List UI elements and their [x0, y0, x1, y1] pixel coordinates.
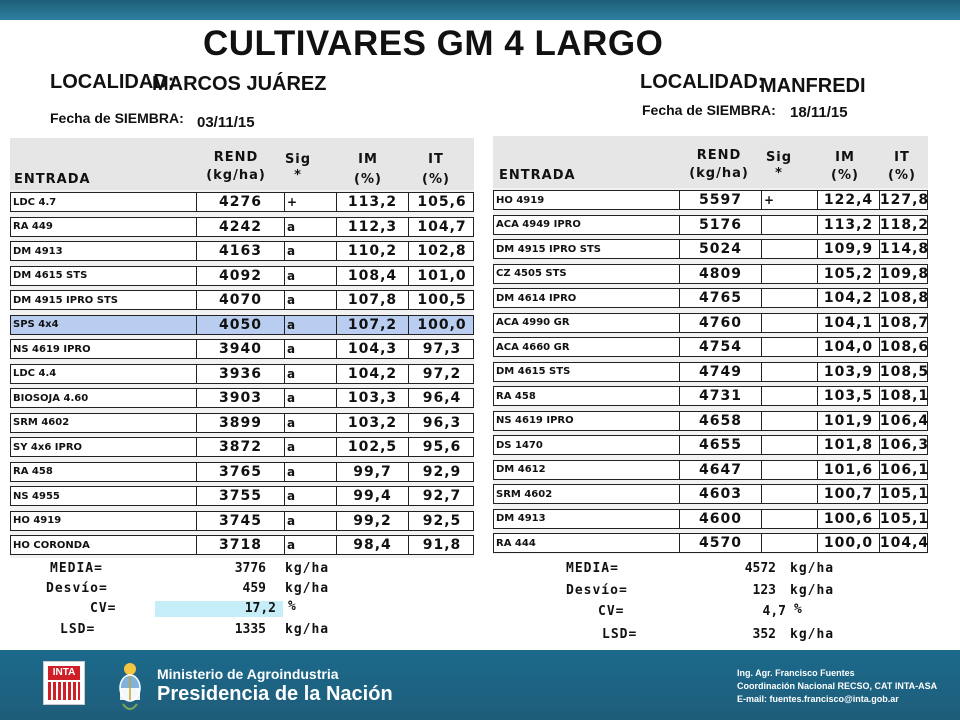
sig-cell: a [285, 512, 337, 530]
entrada-cell: NS 4619 IPRO [494, 412, 680, 430]
inta-logo [43, 661, 85, 705]
it-cell: 114,8 [880, 241, 929, 257]
sig-cell: a [285, 242, 337, 260]
left-fecha-value: 03/11/15 [197, 114, 255, 131]
entrada-cell: SPS 4x4 [11, 316, 197, 334]
header-it: IT [894, 150, 910, 165]
it-cell: 92,7 [422, 488, 462, 504]
it-cell: 118,2 [880, 216, 929, 233]
right-cv-label: CV= [598, 604, 625, 619]
sig-cell [762, 265, 818, 283]
rend-cell: 3765 [197, 463, 285, 481]
rend-cell: 5024 [680, 240, 762, 258]
sig-cell: a [285, 438, 337, 456]
rend-cell: 3718 [197, 536, 285, 554]
right-cv-unit: % [794, 602, 803, 617]
it-cell: 108,8 [880, 290, 929, 306]
sig-cell [762, 461, 818, 479]
rend-cell: 3755 [197, 487, 285, 505]
im-cell: 105,2 [818, 265, 880, 283]
rend-cell: 4749 [680, 363, 762, 381]
im-cell: 104,3 [337, 340, 409, 358]
sig-cell: a [285, 316, 337, 334]
it-cell: 106,4 [880, 412, 929, 429]
im-cell: 100,0 [818, 534, 880, 552]
page-title: CULTIVARES GM 4 LARGO [203, 24, 664, 63]
credit-email: E-mail: fuentes.francisco@inta.gob.ar [737, 694, 899, 704]
it-cell: 106,3 [880, 437, 929, 453]
im-cell: 99,2 [337, 512, 409, 530]
it-cell: 105,1 [880, 510, 929, 527]
rend-cell: 4647 [680, 461, 762, 479]
it-cell: 97,3 [422, 341, 462, 357]
table-row [493, 313, 928, 333]
it-cell: 108,6 [880, 339, 929, 355]
sig-cell: + [285, 193, 337, 211]
right-lsd-label: LSD= [602, 627, 638, 642]
table-row [10, 192, 474, 212]
it-cell: 104,7 [417, 218, 467, 235]
im-cell: 110,2 [337, 242, 409, 260]
ministerio-text: Ministerio de Agroindustria [157, 666, 339, 682]
entrada-cell: HO 4919 [494, 191, 680, 209]
entrada-cell: RA 444 [494, 534, 680, 552]
rend-cell: 4600 [680, 510, 762, 528]
it-cell: 97,2 [422, 365, 462, 382]
entrada-cell: RA 458 [11, 463, 197, 481]
table-row [10, 266, 474, 286]
right-desvio-label: Desvío= [566, 583, 628, 598]
left-localidad-value: MARCOS JUÁREZ [152, 73, 327, 95]
rend-cell: 5597 [680, 191, 762, 209]
entrada-cell: ACA 4660 GR [494, 338, 680, 356]
it-cell: 108,1 [880, 388, 929, 404]
rend-cell: 3903 [197, 389, 285, 407]
im-cell: 113,2 [818, 216, 880, 234]
header-sig-star: * [775, 166, 783, 181]
entrada-cell: LDC 4.4 [11, 365, 197, 383]
it-cell: 92,5 [422, 512, 462, 529]
table-row [493, 239, 928, 259]
sig-cell: a [285, 365, 337, 383]
im-cell: 101,8 [818, 436, 880, 454]
header-rend: REND [213, 150, 259, 165]
table-row [10, 511, 474, 531]
it-cell: 100,0 [417, 316, 467, 333]
im-cell: 104,2 [818, 289, 880, 307]
table-row [493, 435, 928, 455]
im-cell: 122,4 [818, 191, 880, 209]
rend-cell: 4070 [197, 291, 285, 309]
table-row [10, 339, 474, 359]
sig-cell: a [285, 267, 337, 285]
table-row [493, 337, 928, 357]
entrada-cell: RA 449 [11, 218, 197, 236]
sig-cell [762, 436, 818, 454]
rend-cell: 3940 [197, 340, 285, 358]
header-sig: Sig [765, 150, 793, 165]
table-row [493, 484, 928, 504]
sig-cell [762, 534, 818, 552]
it-cell: 108,5 [880, 363, 929, 380]
sig-cell [762, 387, 818, 405]
entrada-cell: SRM 4602 [494, 485, 680, 503]
table-row [493, 362, 928, 382]
rend-cell: 3936 [197, 365, 285, 383]
sig-cell [762, 314, 818, 332]
table-row [493, 215, 928, 235]
left-media-label: MEDIA= [50, 561, 103, 576]
it-cell: 106,1 [880, 461, 929, 478]
right-media-label: MEDIA= [566, 561, 619, 576]
it-cell: 91,8 [422, 537, 462, 553]
right-fecha-value: 18/11/15 [790, 104, 848, 121]
entrada-cell: NS 4619 IPRO [11, 340, 197, 358]
header-it-unit: (%) [422, 172, 450, 187]
left-table-header [10, 138, 474, 190]
left-lsd-value: 1335 [234, 622, 266, 637]
table-row [10, 290, 474, 310]
rend-cell: 4754 [680, 338, 762, 356]
left-results-table [10, 138, 474, 558]
table-row [493, 288, 928, 308]
im-cell: 103,5 [818, 387, 880, 405]
it-cell: 102,8 [417, 243, 467, 259]
table-row [493, 264, 928, 284]
left-lsd-unit: kg/ha [285, 622, 330, 637]
left-media-unit: kg/ha [285, 561, 330, 576]
it-cell: 92,9 [422, 463, 462, 480]
entrada-cell: DM 4913 [494, 510, 680, 528]
it-cell: 96,3 [422, 414, 462, 431]
right-localidad-value: MANFREDI [760, 75, 866, 97]
table-row [10, 217, 474, 237]
left-localidad-label: LOCALIDAD: [50, 71, 175, 93]
it-cell: 109,8 [880, 265, 929, 282]
sig-cell [762, 216, 818, 234]
entrada-cell: BIOSOJA 4.60 [11, 389, 197, 407]
sig-cell: a [285, 218, 337, 236]
header-im: IM [358, 152, 378, 167]
rend-cell: 4731 [680, 387, 762, 405]
im-cell: 100,7 [818, 485, 880, 503]
right-desvio-value: 123 [752, 583, 776, 598]
sig-cell: a [285, 340, 337, 358]
table-row [493, 460, 928, 480]
right-table-header [493, 136, 928, 188]
entrada-cell: ACA 4990 GR [494, 314, 680, 332]
sig-cell [762, 363, 818, 381]
rend-cell: 4276 [197, 193, 285, 211]
entrada-cell: SRM 4602 [11, 414, 197, 432]
sig-cell [762, 338, 818, 356]
entrada-cell: DM 4915 IPRO STS [11, 291, 197, 309]
entrada-cell: DM 4612 [494, 461, 680, 479]
im-cell: 112,3 [337, 218, 409, 236]
credit-name: Ing. Agr. Francisco Fuentes [737, 668, 855, 678]
im-cell: 107,2 [337, 316, 409, 334]
entrada-cell: DS 1470 [494, 436, 680, 454]
sig-cell: + [762, 191, 818, 209]
left-desvio-label: Desvío= [46, 581, 108, 596]
sig-cell: a [285, 463, 337, 481]
table-row [10, 437, 474, 457]
sig-cell: a [285, 414, 337, 432]
header-rend-unit: (kg/ha) [689, 166, 749, 181]
rend-cell: 4570 [680, 534, 762, 552]
entrada-cell: DM 4915 IPRO STS [494, 240, 680, 258]
it-cell: 96,4 [422, 390, 462, 406]
sig-cell: a [285, 536, 337, 554]
it-cell: 108,7 [880, 314, 929, 331]
rend-cell: 4242 [197, 218, 285, 236]
rend-cell: 3745 [197, 512, 285, 530]
table-row [10, 388, 474, 408]
rend-cell: 4603 [680, 485, 762, 503]
entrada-cell: LDC 4.7 [11, 193, 197, 211]
header-sig-star: * [294, 168, 302, 183]
im-cell: 104,2 [337, 365, 409, 383]
table-row [10, 315, 474, 335]
inta-logo-stripes [48, 682, 80, 700]
it-cell: 101,0 [417, 267, 467, 284]
im-cell: 104,1 [818, 314, 880, 332]
rend-cell: 4760 [680, 314, 762, 332]
table-row [493, 386, 928, 406]
sig-cell [762, 412, 818, 430]
im-cell: 103,9 [818, 363, 880, 381]
it-cell: 105,1 [880, 486, 929, 502]
right-desvio-unit: kg/ha [790, 583, 835, 598]
entrada-cell: SY 4x6 IPRO [11, 438, 197, 456]
inta-logo-text: INTA [48, 666, 80, 680]
left-cv-unit: % [288, 599, 297, 614]
left-lsd-label: LSD= [60, 622, 96, 637]
left-media-value: 3776 [234, 561, 266, 576]
header-im-unit: (%) [831, 168, 859, 183]
im-cell: 104,0 [818, 338, 880, 356]
table-row [10, 364, 474, 384]
entrada-cell: DM 4615 STS [11, 267, 197, 285]
im-cell: 113,2 [337, 193, 409, 211]
table-row [493, 509, 928, 529]
rend-cell: 4050 [197, 316, 285, 334]
left-cv-label: CV= [90, 601, 117, 616]
header-rend: REND [696, 148, 742, 163]
entrada-cell: HO 4919 [11, 512, 197, 530]
im-cell: 100,6 [818, 510, 880, 528]
table-row [10, 413, 474, 433]
table-row [493, 190, 928, 210]
sig-cell [762, 289, 818, 307]
table-row [493, 411, 928, 431]
header-im: IM [835, 150, 855, 165]
table-row [10, 241, 474, 261]
header-sig: Sig [284, 152, 312, 167]
im-cell: 102,5 [337, 438, 409, 456]
presidencia-text: Presidencia de la Nación [157, 683, 393, 705]
right-cv-value: 4,7 [762, 604, 786, 619]
header-entrada: ENTRADA [14, 172, 91, 187]
right-lsd-unit: kg/ha [790, 627, 835, 642]
credit-role: Coordinación Nacional RECSO, CAT INTA-ASA [737, 681, 938, 691]
right-media-value: 4572 [744, 561, 776, 576]
entrada-cell: DM 4615 STS [494, 363, 680, 381]
header-im-unit: (%) [354, 172, 382, 187]
rend-cell: 4092 [197, 267, 285, 285]
right-fecha-label: Fecha de SIEMBRA: [642, 102, 776, 118]
im-cell: 103,2 [337, 414, 409, 432]
table-row [493, 533, 928, 553]
im-cell: 103,3 [337, 389, 409, 407]
rend-cell: 4655 [680, 436, 762, 454]
entrada-cell: CZ 4505 STS [494, 265, 680, 283]
im-cell: 101,9 [818, 412, 880, 430]
argentina-coat-of-arms-icon [116, 660, 144, 716]
it-cell: 95,6 [422, 439, 462, 455]
sig-cell: a [285, 389, 337, 407]
im-cell: 108,4 [337, 267, 409, 285]
it-cell: 100,5 [417, 292, 467, 308]
rend-cell: 4765 [680, 289, 762, 307]
entrada-cell: RA 458 [494, 387, 680, 405]
rend-cell: 4658 [680, 412, 762, 430]
rend-cell: 5176 [680, 216, 762, 234]
rend-cell: 3899 [197, 414, 285, 432]
im-cell: 107,8 [337, 291, 409, 309]
entrada-cell: HO CORONDA [11, 536, 197, 554]
im-cell: 99,4 [337, 487, 409, 505]
left-fecha-label: Fecha de SIEMBRA: [50, 110, 184, 126]
im-cell: 98,4 [337, 536, 409, 554]
left-cv-value: 17,2 [244, 601, 276, 616]
entrada-cell: DM 4614 IPRO [494, 289, 680, 307]
im-cell: 99,7 [337, 463, 409, 481]
right-stats [562, 556, 878, 648]
header-entrada: ENTRADA [499, 168, 576, 183]
sig-cell: a [285, 291, 337, 309]
left-desvio-value: 459 [242, 581, 266, 596]
im-cell: 101,6 [818, 461, 880, 479]
header-it: IT [428, 152, 444, 167]
right-results-table [493, 136, 928, 554]
im-cell: 109,9 [818, 240, 880, 258]
rend-cell: 4163 [197, 242, 285, 260]
it-cell: 104,4 [880, 535, 929, 551]
top-banner [0, 0, 960, 20]
rend-cell: 4809 [680, 265, 762, 283]
rend-cell: 3872 [197, 438, 285, 456]
sig-cell [762, 510, 818, 528]
left-desvio-unit: kg/ha [285, 581, 330, 596]
entrada-cell: NS 4955 [11, 487, 197, 505]
right-media-unit: kg/ha [790, 561, 835, 576]
table-row [10, 535, 474, 555]
entrada-cell: ACA 4949 IPRO [494, 216, 680, 234]
right-lsd-value: 352 [752, 627, 776, 642]
it-cell: 127,8 [880, 192, 929, 208]
entrada-cell: DM 4913 [11, 242, 197, 260]
table-row [10, 462, 474, 482]
right-localidad-label: LOCALIDAD: [640, 71, 765, 93]
table-row [10, 486, 474, 506]
it-cell: 105,6 [417, 194, 467, 210]
header-it-unit: (%) [888, 168, 916, 183]
sig-cell [762, 485, 818, 503]
sig-cell: a [285, 487, 337, 505]
header-rend-unit: (kg/ha) [206, 168, 266, 183]
sig-cell [762, 240, 818, 258]
